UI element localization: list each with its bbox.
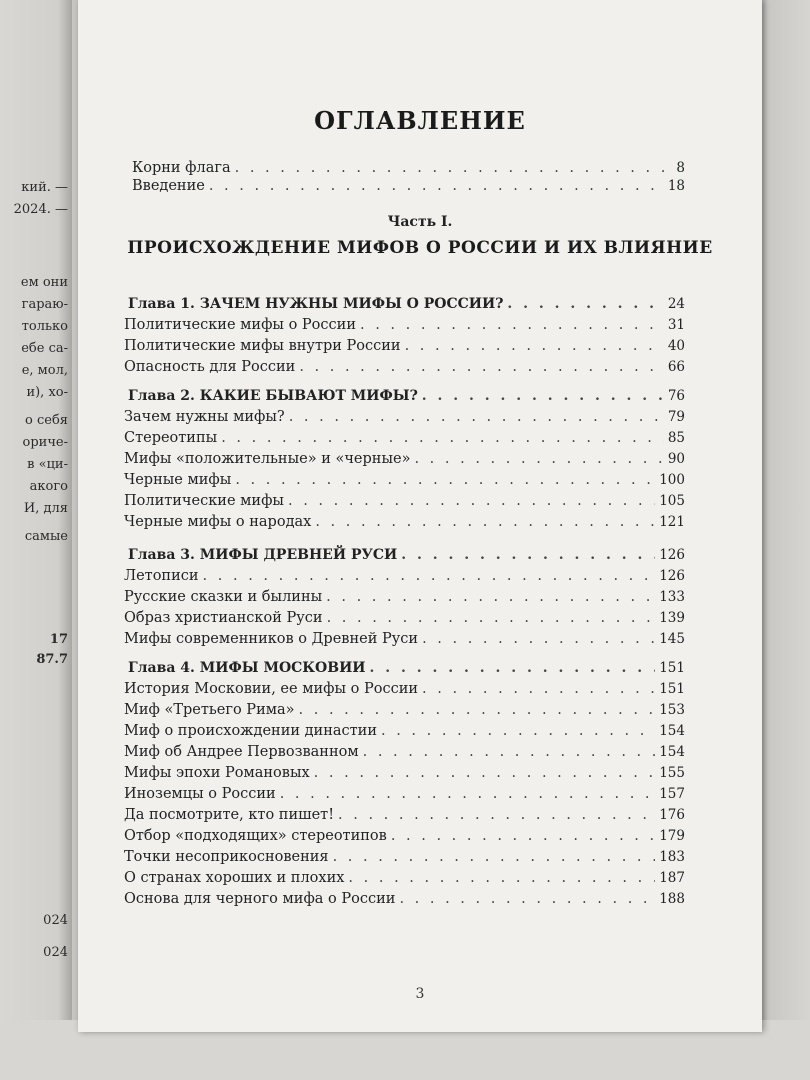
toc-entry-page: 126 [659,547,685,563]
dot-leader [299,701,656,719]
toc-entry-page: 188 [659,891,685,907]
toc-entry-label: Стереотипы [124,430,218,446]
toc-entry [124,764,685,782]
toc-entry-page: 85 [667,430,685,446]
dot-leader [280,785,656,803]
dot-leader [391,827,655,845]
dot-leader [315,513,655,531]
toc-entry-label: История Московии, ее мифы о России [124,681,419,697]
toc-entry [124,701,685,719]
toc-entry-page: 40 [667,338,685,354]
toc-entry-label: Зачем нужны мифы? [124,409,285,425]
adjacent-page-text-fragment: кий. — [21,180,68,195]
toc-entry [124,609,685,627]
toc-entry-page: 8 [676,160,685,176]
dot-leader [338,806,655,824]
dot-leader [370,659,656,677]
toc-title: ОГЛАВЛЕНИЕ [314,106,526,135]
dot-leader [405,337,664,355]
toc-entry-label: Политические мифы [124,493,284,509]
adjacent-page-text-fragment: ориче- [22,435,68,450]
toc-entry [124,588,685,606]
toc-entry-label: Глава 2. КАКИЕ БЫВАЮТ МИФЫ? [128,388,418,404]
toc-entry-page: 183 [659,849,685,865]
dot-leader [348,869,655,887]
toc-entry [124,806,685,824]
toc-entry-label: Образ христианской Руси [124,610,323,626]
toc-entry-label: Иноземцы о России [124,786,276,802]
toc-entry-label: Корни флага [132,160,231,176]
toc-entry-label: Глава 4. МИФЫ МОСКОВИИ [128,660,366,676]
toc-entry-label: Миф «Третьего Рима» [124,702,295,718]
toc-entry [124,316,685,334]
toc-entry [124,471,685,489]
toc-entry [124,567,685,585]
adjacent-page-text-fragment: е, мол, [21,363,68,378]
dot-leader [288,492,655,510]
dot-leader [414,450,663,468]
adjacent-page-text-fragment: о себя [25,413,68,428]
adjacent-page-text-fragment: 17 [49,632,68,647]
adjacent-page-text-fragment: самые [24,529,68,544]
toc-entry-page: 90 [667,451,685,467]
part-title: ПРОИСХОЖДЕНИЕ МИФОВ О РОССИИ И ИХ ВЛИЯНИЕ [127,238,713,258]
toc-chapter-heading [128,295,685,313]
toc-entry [124,680,685,698]
toc-entry-page: 154 [659,744,685,760]
dot-leader [314,764,656,782]
toc-entry-label: Летописи [124,568,199,584]
toc-entry-page: 31 [667,317,685,333]
adjacent-page-text-fragment: И, для [23,501,68,516]
part-label: Часть I. [387,214,453,230]
adjacent-page-text-fragment: гараю- [21,297,68,312]
toc-entry [124,869,685,887]
toc-entry-page: 154 [659,723,685,739]
dot-leader [289,408,664,426]
dot-leader [422,630,655,648]
toc-entry [124,743,685,761]
dot-leader [399,890,655,908]
toc-entry [124,722,685,740]
dot-leader [221,429,664,447]
toc-entry-page: 100 [659,472,685,488]
dot-leader [507,295,663,313]
adjacent-page-text-fragment: только [21,319,68,334]
dot-leader [401,546,655,564]
dot-leader [235,159,673,177]
toc-entry-front [132,159,685,177]
toc-entry-page: 24 [667,296,685,312]
toc-entry [124,785,685,803]
dot-leader [299,358,664,376]
dot-leader [422,387,664,405]
toc-entry-page: 105 [659,493,685,509]
adjacent-page-text-fragment: 87.7 [36,652,68,667]
toc-entry-page: 179 [659,828,685,844]
toc-chapter-heading [128,659,685,677]
toc-chapter-heading [128,387,685,405]
adjacent-page-text-fragment: и), хо- [26,385,68,400]
toc-entry [124,827,685,845]
toc-entry-page: 176 [659,807,685,823]
toc-entry-label: Опасность для России [124,359,296,375]
adjacent-page-text-fragment: 024 [43,945,68,960]
adjacent-page-text-fragment: акого [29,479,68,494]
toc-chapter-heading [128,546,685,564]
dot-leader [203,567,656,585]
toc-entry-label: Введение [132,178,205,194]
toc-entry-label: Черные мифы [124,472,232,488]
toc-entry-label: Мифы «положительные» и «черные» [124,451,411,467]
toc-entry-page: 79 [667,409,685,425]
dot-leader [422,680,655,698]
toc-entry-page: 126 [659,568,685,584]
toc-entry-label: Миф об Андрее Первозванном [124,744,359,760]
toc-entry-page: 151 [659,660,685,676]
adjacent-page-edge [0,0,72,1080]
toc-entry-label: Глава 1. ЗАЧЕМ НУЖНЫ МИФЫ О РОССИИ? [128,296,504,312]
adjacent-page-text-fragment: 2024. — [13,202,68,217]
toc-entry-label: Мифы современников о Древней Руси [124,631,419,647]
toc-entry [124,513,685,531]
toc-entry [124,492,685,510]
toc-entry-front [132,177,685,195]
toc-entry [124,890,685,908]
toc-entry [124,337,685,355]
dot-leader [327,609,656,627]
toc-entry-label: Политические мифы о России [124,317,356,333]
page-number: 3 [415,986,425,1002]
toc-entry-label: Отбор «подходящих» стереотипов [124,828,387,844]
toc-entry-label: О странах хороших и плохих [124,870,345,886]
toc-entry [124,408,685,426]
toc-entry-page: 151 [659,681,685,697]
toc-entry-page: 133 [659,589,685,605]
toc-entry-label: Основа для черного мифа о России [124,891,396,907]
toc-entry-label: Мифы эпохи Романовых [124,765,310,781]
toc-entry-page: 155 [659,765,685,781]
dot-leader [360,316,664,334]
toc-entry-page: 18 [667,178,685,194]
toc-entry-page: 145 [659,631,685,647]
toc-entry-label: Точки несоприкосновения [124,849,329,865]
toc-entry [124,358,685,376]
toc-entry [124,429,685,447]
toc-entry [124,450,685,468]
book-page [78,0,762,1032]
toc-entry-label: Политические мифы внутри России [124,338,401,354]
toc-entry-page: 76 [667,388,685,404]
toc-entry-label: Русские сказки и былины [124,589,323,605]
toc-entry-label: Миф о происхождении династии [124,723,377,739]
dot-leader [326,588,655,606]
toc-entry-page: 139 [659,610,685,626]
dot-leader [333,848,656,866]
toc-entry-page: 153 [659,702,685,718]
toc-entry-page: 157 [659,786,685,802]
adjacent-page-text-fragment: ем они [20,275,68,290]
dot-leader [381,722,655,740]
toc-entry-label: Черные мифы о народах [124,514,312,530]
adjacent-page-text-fragment: 024 [43,913,68,928]
toc-entry [124,630,685,648]
toc-entry-page: 121 [659,514,685,530]
toc-entry-page: 187 [659,870,685,886]
toc-entry-page: 66 [667,359,685,375]
toc-entry [124,848,685,866]
dot-leader [209,177,664,195]
dot-leader [363,743,656,761]
toc-entry-label: Да посмотрите, кто пишет! [124,807,335,823]
toc-entry-label: Глава 3. МИФЫ ДРЕВНЕЙ РУСИ [128,547,398,563]
adjacent-page-text-fragment: в «ци- [27,457,68,472]
adjacent-page-text-fragment: ебе са- [21,341,68,356]
dot-leader [235,471,655,489]
